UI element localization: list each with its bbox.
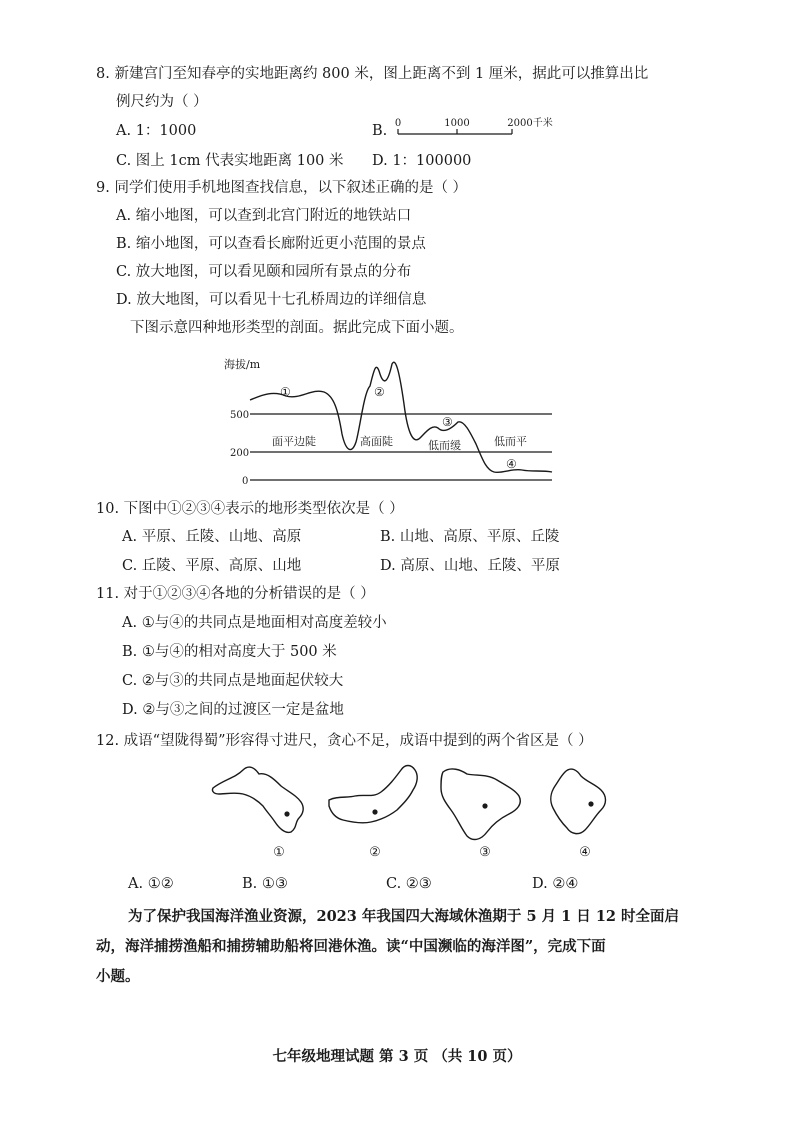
terrain-profile-curve <box>250 362 552 472</box>
page-footer: 七年级地理试题 第 3 页 （共 10 页） <box>272 1048 522 1065</box>
scale-tick-0: 0 <box>394 118 402 129</box>
q11-option-d: D. ②与③之间的过渡区一定是盆地 <box>122 702 344 718</box>
q8-option-b-label: B. <box>372 123 388 139</box>
q10-option-c: C. 丘陵、平原、高原、山地 <box>122 558 302 574</box>
region-label-3: 低而缓 <box>428 439 461 452</box>
q11-option-b: B. ①与④的相对高度大于 500 米 <box>122 644 337 660</box>
province-capital-3 <box>482 803 487 808</box>
q10-option-a: A. 平原、丘陵、山地、高原 <box>122 529 302 545</box>
marker-3: ③ <box>442 415 453 429</box>
map-label-4: ④ <box>579 845 591 860</box>
q8-option-c: C. 图上 1cm 代表实地距离 100 米 <box>116 153 344 169</box>
q8-stem-line1: 8. 新建宫门至知春亭的实地距离约 800 米，图上距离不到 1 厘米，据此可以推算出比 <box>96 66 649 82</box>
scale-tick-1000: 1000 <box>444 118 470 129</box>
marker-2: ② <box>374 385 385 399</box>
q9-option-c: C. 放大地图，可以看见颐和园所有景点的分布 <box>116 264 412 280</box>
q8-scale-bar <box>390 114 570 140</box>
province-map-3 <box>441 769 520 840</box>
marker-1: ① <box>280 385 291 399</box>
passage-line-2: 动，海洋捕捞渔船和捕捞辅助船将回港休渔。读“中国濒临的海洋图”，完成下面 <box>96 938 606 955</box>
q12-option-c: C. ②③ <box>386 876 432 892</box>
province-capital-4 <box>588 801 593 806</box>
q8-option-d: D. 1：100000 <box>372 153 472 169</box>
province-maps <box>205 756 625 866</box>
q12-option-a: A. ①② <box>128 876 174 892</box>
map-label-3: ③ <box>479 845 491 860</box>
province-capital-1 <box>284 811 289 816</box>
passage-line-1: 为了保护我国海洋渔业资源，2023 年我国四大海域休渔期于 5 月 1 日 12 时全面启 <box>128 908 680 925</box>
map-label-2: ② <box>369 845 381 860</box>
y-axis-label: 海拔/m <box>224 358 261 371</box>
q11-option-c: C. ②与③的共同点是地面起伏较大 <box>122 673 344 689</box>
region-label-4: 低而平 <box>494 435 527 448</box>
terrain-profile-diagram <box>220 352 560 492</box>
profile-intro: 下图示意四种地形类型的剖面。据此完成下面小题。 <box>130 320 464 336</box>
province-map-4 <box>551 769 606 834</box>
tick-200: 200 <box>230 448 250 459</box>
q10-option-b: B. 山地、高原、平原、丘陵 <box>380 529 560 545</box>
map-label-1: ① <box>273 845 285 860</box>
scale-tick-2000: 2000千米 <box>507 118 553 129</box>
q12-option-d: D. ②④ <box>532 876 579 892</box>
q9-option-d: D. 放大地图，可以看见十七孔桥周边的详细信息 <box>116 292 427 308</box>
marker-4: ④ <box>506 457 517 471</box>
region-label-2: 高面陡 <box>360 435 393 448</box>
q8-option-a: A. 1：1000 <box>116 123 197 139</box>
q9-option-b: B. 缩小地图，可以查看长廊附近更小范围的景点 <box>116 236 426 252</box>
q9-option-a: A. 缩小地图，可以查到北宫门附近的地铁站口 <box>116 208 412 224</box>
tick-500: 500 <box>230 410 250 421</box>
q8-stem-line2: 例尺约为（ ） <box>116 94 208 110</box>
q9-stem: 9. 同学们使用手机地图查找信息，以下叙述正确的是（ ） <box>96 180 468 196</box>
q12-option-b: B. ①③ <box>242 876 288 892</box>
q11-stem: 11. 对于①②③④各地的分析错误的是（ ） <box>96 586 375 602</box>
province-capital-2 <box>372 809 377 814</box>
province-map-1 <box>212 767 303 832</box>
q11-option-a: A. ①与④的共同点是地面相对高度差较小 <box>122 615 387 631</box>
q10-stem: 10. 下图中①②③④表示的地形类型依次是（ ） <box>96 501 404 517</box>
q10-option-d: D. 高原、山地、丘陵、平原 <box>380 558 560 574</box>
region-label-1: 面平边陡 <box>272 435 316 448</box>
province-map-2 <box>329 766 417 823</box>
q12-stem: 12. 成语“望陇得蜀”形容得寸进尺，贪心不足，成语中提到的两个省区是（ ） <box>96 733 593 749</box>
tick-0: 0 <box>242 476 249 487</box>
passage-line-3: 小题。 <box>96 968 140 985</box>
